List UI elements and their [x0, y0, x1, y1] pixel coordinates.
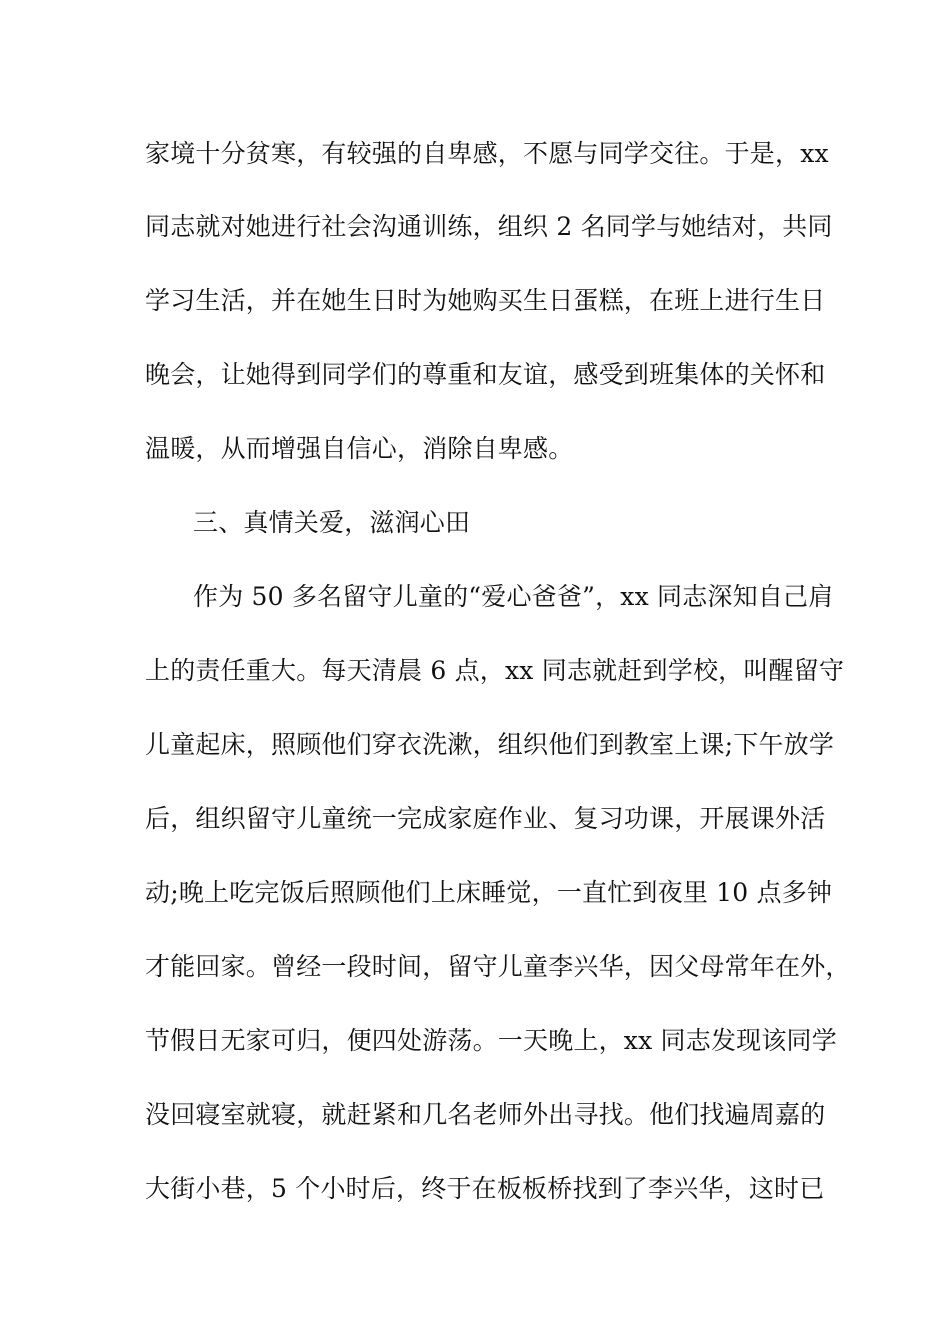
text-line: 动;晚上吃完饭后照顾他们上床睡觉，一直忙到夜里 10 点多钟 [145, 878, 833, 907]
section-heading: 三、真情关爱，滋润心田 [193, 508, 471, 537]
text-line: 节假日无家可归，便四处游荡。一天晚上，xx 同志发现该同学 [145, 1026, 837, 1055]
paragraph-first-line: 作为 50 多名留守儿童的“爱心爸爸”，xx 同志深知自己肩 [193, 582, 834, 611]
text-line: 同志就对她进行社会沟通训练，组织 2 名同学与她结对，共同 [145, 212, 833, 241]
text-line: 学习生活，并在她生日时为她购买生日蛋糕，在班上进行生日 [145, 286, 826, 315]
text-line: 儿童起床，照顾他们穿衣洗漱，组织他们到教室上课;下午放学 [145, 730, 835, 759]
text-line: 后，组织留守儿童统一完成家庭作业、复习功课，开展课外活 [145, 804, 826, 833]
text-line: 才能回家。曾经一段时间，留守儿童李兴华，因父母常年在外， [145, 952, 851, 981]
text-line: 没回寝室就寝，就赶紧和几名老师外出寻找。他们找遍周嘉的 [145, 1100, 826, 1129]
text-line: 家境十分贫寒，有较强的自卑感，不愿与同学交往。于是，xx [145, 139, 829, 168]
text-line: 上的责任重大。每天清晨 6 点，xx 同志就赶到学校，叫醒留守 [145, 656, 845, 685]
text-line: 晚会，让她得到同学们的尊重和友谊，感受到班集体的关怀和 [145, 360, 826, 389]
text-line: 温暖，从而增强自信心，消除自卑感。 [145, 434, 574, 463]
text-line: 大街小巷，5 个小时后，终于在板板桥找到了李兴华，这时已 [145, 1174, 825, 1203]
